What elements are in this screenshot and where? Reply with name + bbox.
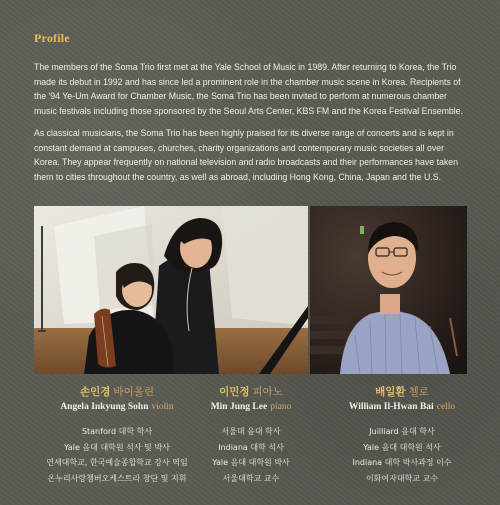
credit-line: Yale 음대 대학원 석사 — [363, 442, 441, 452]
credit-line: 이화여자대학교 교수 — [365, 473, 439, 483]
member-credits — [28, 424, 206, 486]
profile-paragraph-1: The members of the Soma Trio first met at the Yale School of Music in 1989. After returning to Korea, the Trio made its debut in 1992 and has since led a prominent role in the chamber music scene in Korea. Recipients of the '94 Ye-Um Award for Chamber Music, the Soma Trio has been invited to perform at numerous chamber music festivals including those sponsored by the Seoul Arts Center, KBS FM and the Korea Festival Ensemble. — [34, 62, 463, 116]
member-name-ko — [332, 384, 472, 399]
member-korean-name: 이민정 — [219, 386, 250, 398]
member-credits — [196, 424, 306, 486]
member-english-name: Min Jung Lee — [210, 402, 268, 412]
credit-line: 온누리사랑챔버오케스트라 창단 및 지휘 — [47, 473, 187, 483]
credit-line: Juilliard 음대 학사 — [369, 427, 435, 436]
member-credits — [332, 424, 472, 486]
member-english-name: Angela Inkyung Sohn — [60, 402, 149, 412]
member-name-ko — [28, 384, 206, 399]
member-instrument: cello — [436, 402, 456, 412]
credit-line: Yale 음대 대학원 석사 및 박사 — [64, 442, 170, 452]
member-instrument: violin — [151, 402, 174, 412]
member-korean-name: 배일환 — [375, 386, 406, 398]
profile-heading: Profile — [34, 31, 70, 45]
member-korean-name: 손인경 — [79, 386, 111, 398]
profile-paragraph-2: As classical musicians, the Soma Trio has been highly praised for its diverse range of concerts and is kept in constant demand at campuses, churches, charity organizations and contemporary music societies all over Korea. They appear frequently on national television and radio broadcasts and their performances have taken them to cities throughout the country, as well as abroad, including Hong Kong, China, Japan and the U.S. — [34, 128, 458, 182]
member-instrument: piano — [270, 402, 292, 412]
member-korean-role: 바이올린 — [113, 386, 154, 398]
credit-line: Stanford 대학 학사 — [81, 427, 153, 436]
credit-line: 연세대학교, 한국예술종합학교 강사 역임 — [46, 458, 188, 468]
member-caption-william — [332, 384, 472, 486]
member-name-en — [28, 402, 206, 412]
member-korean-role: 피아노 — [252, 386, 283, 398]
member-caption-min-jung — [196, 384, 306, 486]
credit-line: Yale 음대 대학원 박사 — [212, 458, 290, 468]
photo-cellist — [310, 206, 467, 374]
credit-line: 서울대 음대 학사 — [221, 427, 281, 436]
credit-line: 서울대학교 교수 — [222, 473, 280, 483]
member-name-en — [332, 402, 472, 412]
member-english-name: William Il-Hwan Bai — [348, 402, 434, 412]
credit-line: Indiana 대학 석사 — [218, 442, 284, 452]
member-name-ko — [196, 384, 306, 399]
photo-violinist-pianist — [34, 206, 308, 374]
member-name-en — [196, 402, 306, 412]
credit-line: Indiana 대학 박사과정 이수 — [352, 458, 452, 468]
member-korean-role: 첼로 — [408, 386, 429, 398]
member-caption-angela — [28, 384, 206, 486]
